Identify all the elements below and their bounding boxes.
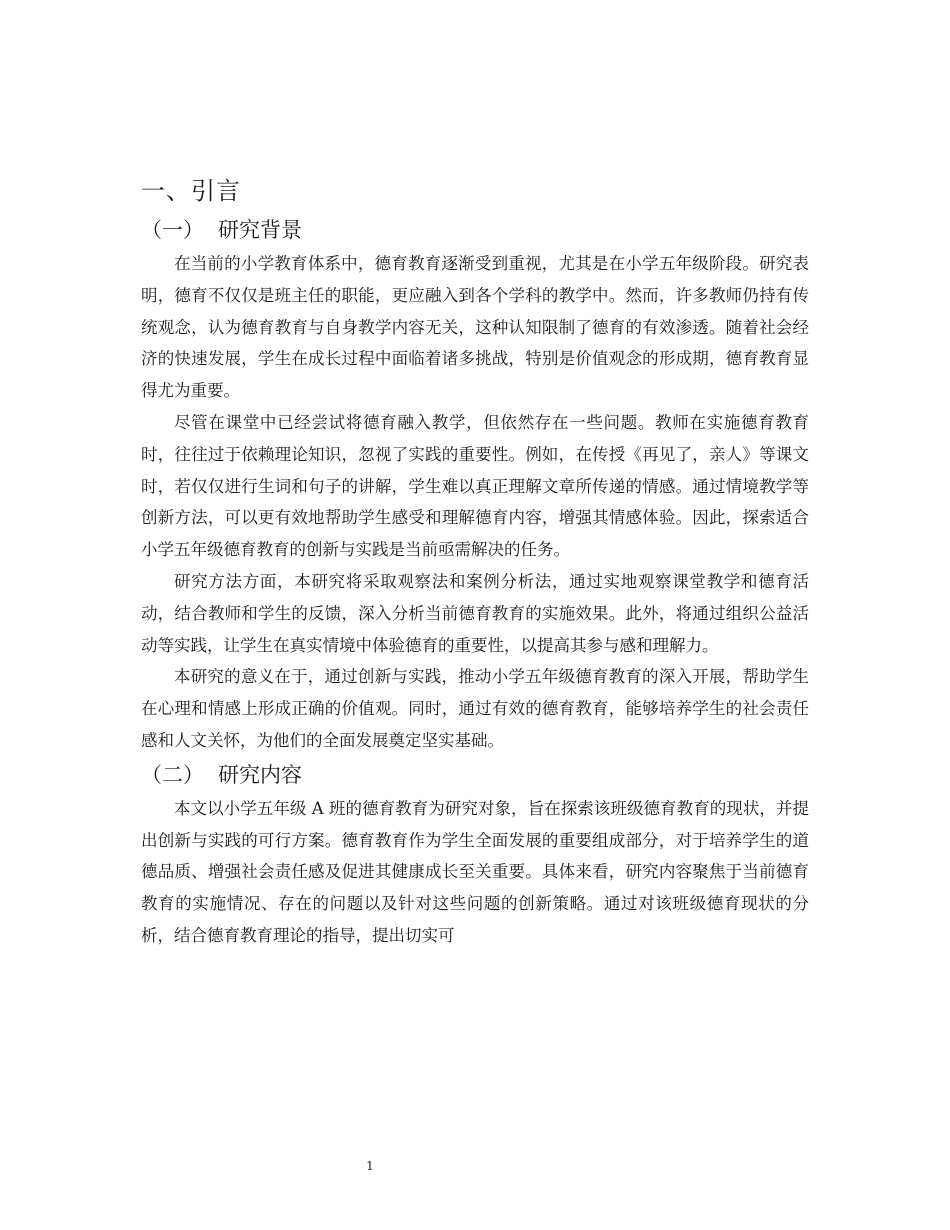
- chapter-title: 一、引言: [141, 177, 241, 205]
- section-title: 研究背景: [218, 218, 302, 242]
- section-title: 研究内容: [218, 762, 302, 787]
- section-number: （二）: [141, 762, 204, 787]
- paragraph: 本研究的意义在于，通过创新与实践，推动小学五年级德育教育的深入开展，帮助学生在心理和情感上形成正确的价值观。同时，通过有效的德育教育，能够培养学生的社会责任感和人文关怀，为他们的全面发展奠定坚实基础。: [141, 667, 809, 750]
- paragraph: 尽管在课堂中已经尝试将德育融入教学，但依然存在一些问题。教师在实施德育教育时，往往过于依赖理论知识，忽视了实践的重要性。例如，在传授《再见了，亲人》等课文时，若仅仅进行生词和句子的讲解，学生难以真正理解文章所传递的情感。通过情境教学等创新方法，可以更有效地帮助学生感受和理解德育内容，增强其情感体验。因此，探索适合小学五年级德育教育的创新与实践是当前亟需解决的任务。: [141, 412, 809, 560]
- paragraph: 研究方法方面，本研究将采取观察法和案例分析法，通过实地观察课堂教学和德育活动，结合教师和学生的反馈，深入分析当前德育教育的实施效果。此外，将通过组织公益活动等实践，让学生在真实情境中体验德育的重要性，以提高其参与感和理解力。: [141, 571, 809, 655]
- section-number: （一）: [141, 218, 204, 242]
- section-heading-content: [141, 757, 809, 793]
- page-number: 1: [366, 1159, 374, 1173]
- paragraph: 本文以小学五年级 A 班的德育教育为研究对象，旨在探索该班级德育教育的现状，并提出创新与实践的可行方案。德育教育作为学生全面发展的重要组成部分，对于培养学生的道德品质、增强社会责任感及促进其健康成长至关重要。具体来看，研究内容聚焦于当前德育教育的实施情况、存在的问题以及针对这些问题的创新策略。通过对该班级德育现状的分析，结合德育教育理论的指导，提出切实可: [141, 798, 809, 945]
- paragraph: 在当前的小学教育体系中，德育教育逐渐受到重视，尤其是在小学五年级阶段。研究表明，德育不仅仅是班主任的职能，更应融入到各个学科的教学中。然而，许多教师仍持有传统观念，认为德育教育与自身教学内容无关，这种认知限制了德育的有效渗透。随着社会经济的快速发展，学生在成长过程中面临着诸多挑战，特别是价值观念的形成期，德育教育显得尤为重要。: [141, 254, 809, 401]
- section-heading-background: [141, 212, 809, 248]
- page-content: [141, 170, 809, 952]
